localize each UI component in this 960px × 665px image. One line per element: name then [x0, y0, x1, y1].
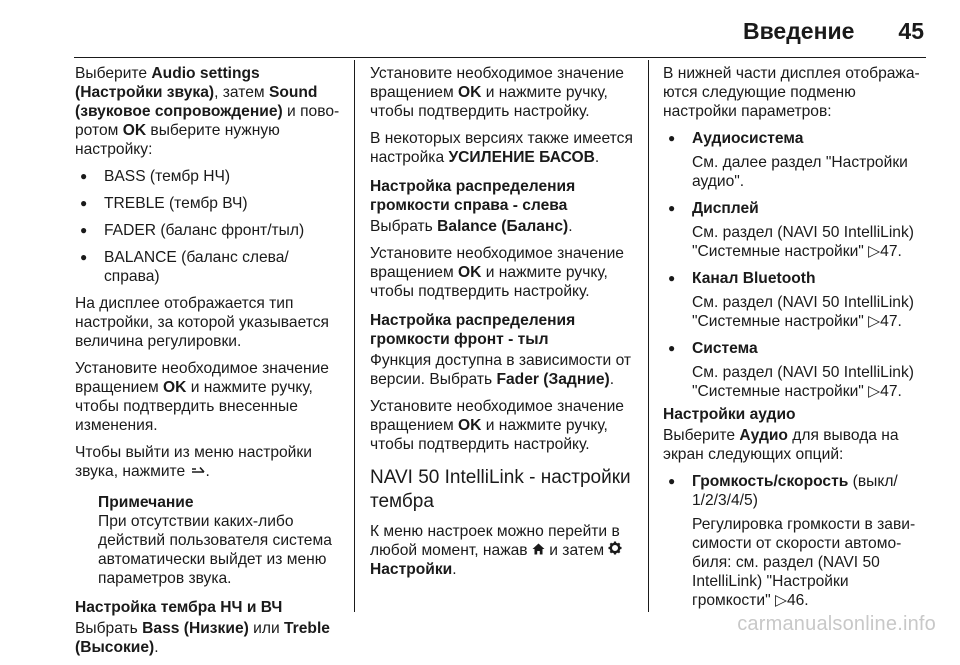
bass-paragraph: Выбрать Bass (Низкие) или Treble (Высокие). [75, 620, 330, 656]
column-3 [663, 64, 928, 618]
column-2 [370, 64, 638, 587]
paragraph: Выбрать Balance (Баланс). [370, 218, 573, 235]
page-header [743, 18, 924, 45]
intro-paragraph: В нижней части дисплея отображаются следующие подменю настройки параметров: [663, 65, 920, 120]
note-block [75, 493, 347, 588]
submenu-list [663, 129, 928, 401]
back-arrow-icon [190, 462, 206, 481]
balance-heading: Настройка распределения громкости справа - слева [370, 178, 576, 214]
list-item: ● Система См. раздел (NAVI 50 IntelliLink) "Системные настройки" ▷47. [663, 339, 928, 401]
navi-tone-heading: NAVI 50 IntelliLink - настройки тембра [370, 467, 631, 512]
paragraph: Выберите Аудио для вывода на экран следующих опций: [663, 427, 899, 463]
page-number: 45 [898, 18, 924, 44]
paragraph: Установите необходимое значение вращением OK и нажмите ручку, чтобы подтвердить настройку. [370, 398, 624, 453]
fader-heading: Настройка распределения громкости фронт - тыл [370, 312, 576, 348]
note-text: При отсутствии каких-либо действий пользователя система автоматически выйдет из меню параметров звука. [98, 513, 332, 587]
column-divider-2 [648, 60, 649, 612]
gear-icon [608, 541, 622, 560]
list-item: ● Дисплей См. раздел (NAVI 50 IntelliLink) "Системные настройки" ▷47. [663, 199, 928, 261]
paragraph: Установите необходимое значение вращением OK и нажмите ручку, чтобы подтвердить настройку. [370, 65, 624, 120]
note-title: Примечание [98, 494, 194, 511]
column-1 [75, 64, 347, 665]
list-item: ● BASS (тембр НЧ) [75, 167, 347, 186]
sound-options-list [75, 167, 347, 286]
column-divider-1 [354, 60, 355, 612]
audio-options-list [663, 472, 928, 610]
audio-settings-heading: Настройки аудио [663, 406, 796, 423]
paragraph: Установите необходимое значение вращением OK и нажмите ручку, чтобы подтвердить настройку. [370, 245, 624, 300]
watermark: carmanualsonline.info [737, 613, 936, 635]
home-icon [532, 541, 545, 560]
set-paragraph: Установите необходимое значение вращением OK и нажмите ручку, чтобы подтвердить внесенные изменения. [75, 360, 329, 434]
list-item: ● TREBLE (тембр ВЧ) [75, 194, 347, 213]
paragraph: В некоторых версиях также имеется настройка УСИЛЕНИЕ БАСОВ. [370, 130, 633, 166]
page-ref-triangle-icon: ▷ [868, 243, 881, 260]
page-ref-triangle-icon: ▷ [774, 592, 787, 609]
page-ref-triangle-icon: ▷ [868, 383, 881, 400]
bass-treble-heading: Настройка тембра НЧ и ВЧ [75, 599, 283, 616]
display-paragraph: На дисплее отображается тип настройки, за которой указывается величина регулировки. [75, 295, 329, 350]
list-item: ● Канал Bluetooth См. раздел (NAVI 50 IntelliLink) "Системные настройки" ▷47. [663, 269, 928, 331]
list-item: ● FADER (баланс фронт/тыл) [75, 221, 347, 240]
intro-paragraph: Выберите Audio settings (Настройки звука), затем Sound (звуковое сопровождение) и поворотом OK выберите нужную настройку: [75, 65, 340, 158]
list-item: ● BALANCE (баланс слева/ справа) [75, 248, 347, 286]
page-title: Введение [742, 18, 855, 44]
list-item: ● Аудиосистема См. далее раздел "Настройки аудио". [663, 129, 928, 191]
page-ref-triangle-icon: ▷ [868, 313, 881, 330]
paragraph: К меню настроек можно перейти в любой момент, нажав и затем Настройки. [370, 522, 638, 579]
paragraph: Функция доступна в зависимости от версии. Выбрать Fader (Задние). [370, 352, 632, 388]
list-item: ● Громкость/скорость (выкл/ 1/2/3/4/5) Регулировка громкости в зависимости от скорости автомобиля: см. раздел (NAVI 50 IntelliLink) "Настройки громкости" ▷46. [663, 472, 928, 610]
exit-paragraph: Чтобы выйти из меню настройки звука, нажмите . [75, 444, 312, 480]
header-rule [74, 57, 926, 58]
